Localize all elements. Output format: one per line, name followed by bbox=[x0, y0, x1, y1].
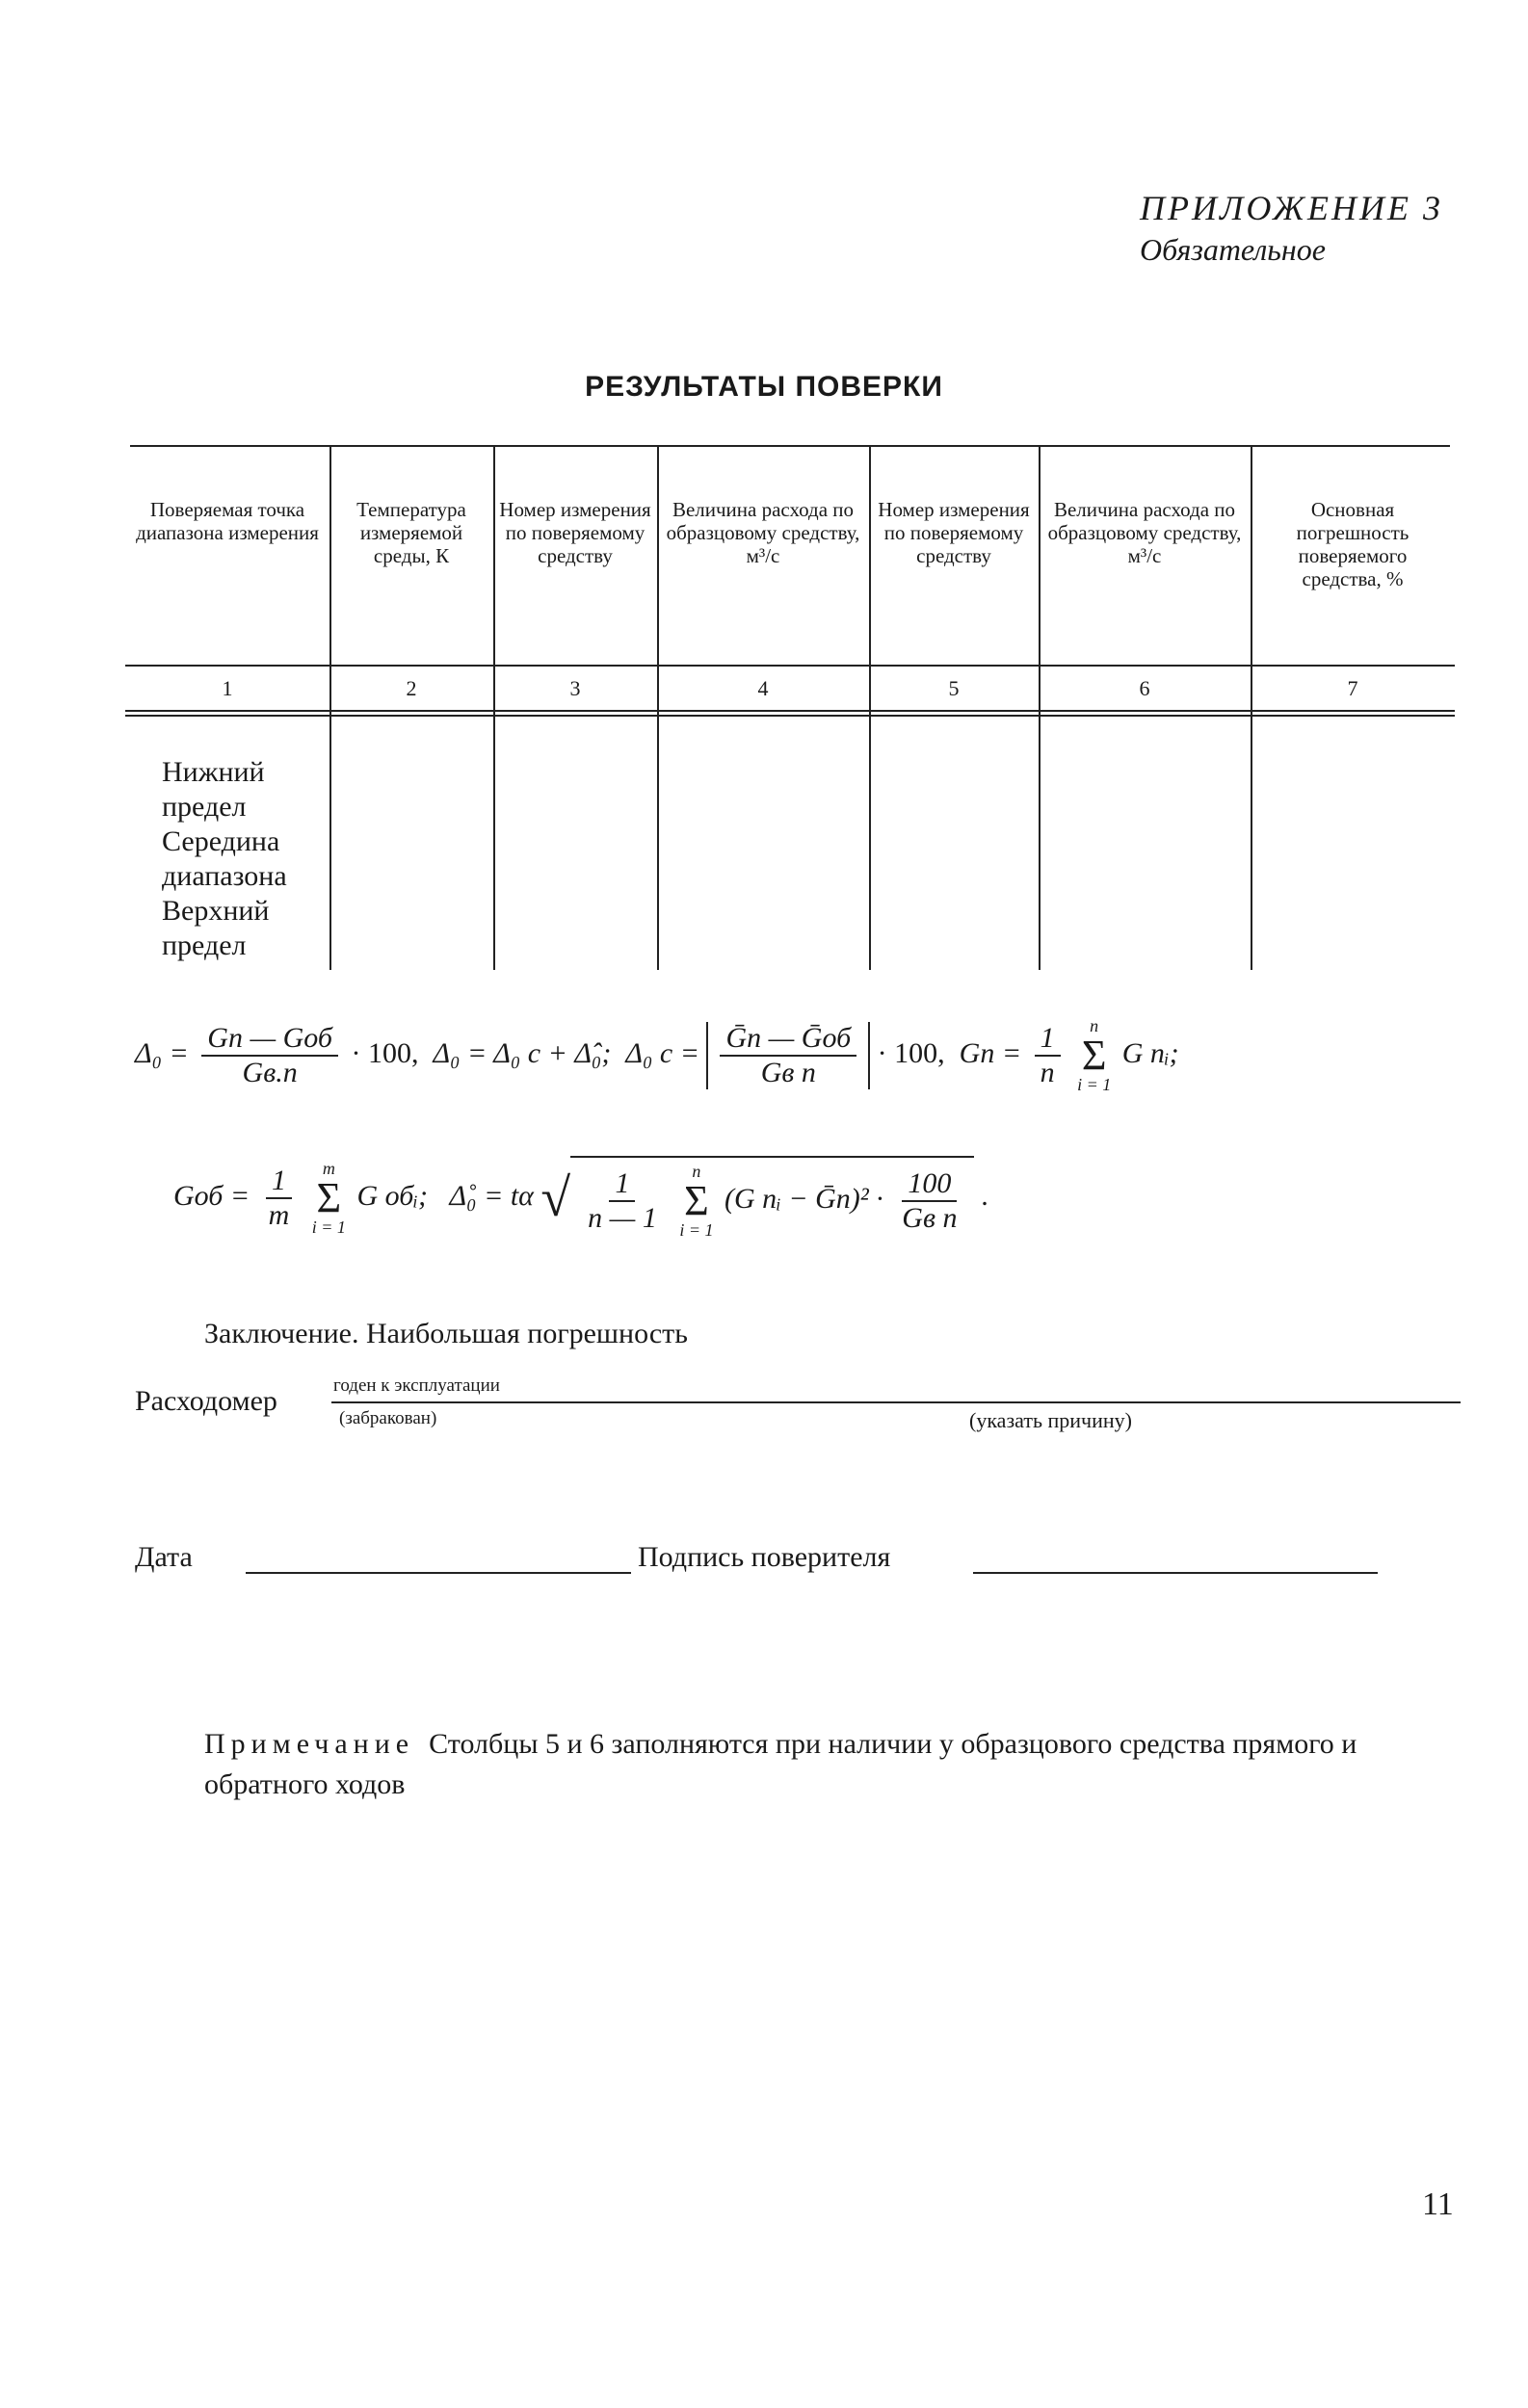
fraction-numerator: 1 bbox=[1035, 1022, 1061, 1057]
row-label-text: Верхний предел bbox=[162, 895, 270, 961]
formula-inner-term: (G nᵢ − Ḡп)² · bbox=[724, 1182, 883, 1215]
formula-fraction bbox=[1035, 1022, 1061, 1089]
formula-term: G nᵢ; bbox=[1121, 1036, 1179, 1069]
date-label: Дата bbox=[135, 1541, 193, 1573]
header-col-6: Величина расхода по образцовому средству, м³/с bbox=[1047, 498, 1242, 568]
col-number-2: 2 bbox=[406, 676, 417, 700]
signature-label: Подпись поверителя bbox=[638, 1541, 891, 1573]
header-col-2: Температура измеряемой среды, К bbox=[356, 498, 466, 568]
fraction-numerator: 1 bbox=[609, 1167, 635, 1202]
row-label-text: Нижний предел bbox=[162, 756, 265, 823]
fraction-numerator: Gп — Gоб bbox=[201, 1022, 338, 1057]
sum-upper-limit: n bbox=[692, 1162, 701, 1181]
sigma-icon: m Σ i = 1 bbox=[311, 1159, 346, 1237]
rashodomer-label: Расходомер bbox=[135, 1385, 277, 1417]
appendix-heading bbox=[1140, 188, 1443, 268]
page-number: 11 bbox=[1422, 2186, 1454, 2222]
col-number-1: 1 bbox=[222, 676, 233, 700]
formula-d0c: Δ₀ с = bbox=[625, 1036, 699, 1069]
appendix-subtitle: Обязательное bbox=[1140, 232, 1326, 267]
row-label-upper bbox=[125, 894, 328, 963]
formula-fraction bbox=[582, 1167, 663, 1235]
fraction-numerator: 100 bbox=[902, 1167, 957, 1202]
col-number-7: 7 bbox=[1347, 676, 1358, 700]
radical-icon: √ bbox=[540, 1168, 571, 1228]
formula-line-2 bbox=[173, 1156, 988, 1241]
formula-term: G обᵢ; bbox=[356, 1179, 429, 1212]
formula-mult: · 100, bbox=[351, 1036, 419, 1069]
header-col-1: Поверяемая точка диапазона измерения bbox=[136, 498, 319, 545]
row-labels bbox=[125, 755, 328, 963]
fraction-denominator: Gв п bbox=[760, 1057, 816, 1088]
note-text: Столбцы 5 и 6 заполняются при наличии у образцового средства прямого и обратного ходов bbox=[204, 1728, 1357, 1800]
fraction-numerator: 1 bbox=[266, 1165, 292, 1199]
col-number-3: 3 bbox=[569, 676, 581, 700]
header-col-4: Величина расхода по образцовому средству, м³/с bbox=[666, 498, 860, 568]
table-number-rule bbox=[125, 710, 1455, 712]
col-number-6: 6 bbox=[1139, 676, 1150, 700]
header-col-5: Номер измерения по поверяемому средству bbox=[878, 498, 1030, 568]
conclusion-text: Заключение. Наибольшая погрешность bbox=[204, 1318, 688, 1349]
sigma-icon: n Σ i = 1 bbox=[1077, 1016, 1112, 1094]
rashodomer-option-rejected: (забракован) bbox=[339, 1408, 437, 1428]
fraction-denominator: n bbox=[1040, 1057, 1055, 1088]
fraction-numerator: Ḡп — Ḡоб bbox=[720, 1022, 856, 1057]
sum-lower-limit: i = 1 bbox=[311, 1217, 346, 1237]
row-label-lower bbox=[125, 755, 328, 824]
formula-mult: · 100, bbox=[877, 1036, 945, 1069]
page-title: РЕЗУЛЬТАТЫ ПОВЕРКИ bbox=[585, 371, 943, 403]
fraction-denominator: m bbox=[268, 1199, 290, 1231]
col-number-5: 5 bbox=[948, 676, 960, 700]
formula-gp: Gп = bbox=[959, 1036, 1022, 1069]
formula-line-1 bbox=[135, 1016, 1179, 1095]
formula-d0-random: Δ̊₀ = tα bbox=[449, 1179, 534, 1212]
fraction-denominator: n — 1 bbox=[588, 1202, 657, 1234]
formula-fraction bbox=[720, 1022, 856, 1089]
formula-d0-sum: Δ₀ = Δ₀ с + Δ̂₀; bbox=[433, 1036, 612, 1069]
sigma-icon: n Σ i = 1 bbox=[679, 1162, 714, 1240]
col-number-4: 4 bbox=[757, 676, 769, 700]
date-field[interactable] bbox=[246, 1572, 631, 1574]
row-label-text: Середина диапазона bbox=[162, 825, 287, 892]
table-number-rule-double bbox=[125, 715, 1455, 717]
header-col-3: Номер измерения по поверяемому средству bbox=[499, 498, 651, 568]
footnote bbox=[204, 1724, 1466, 1805]
formula-fraction bbox=[263, 1165, 296, 1232]
formula-abs-value bbox=[706, 1022, 870, 1089]
results-table bbox=[125, 445, 1455, 970]
formula-fraction bbox=[201, 1022, 338, 1089]
sum-upper-limit: n bbox=[1090, 1016, 1099, 1035]
rashodomer-reason-hint: (указать причину) bbox=[969, 1408, 1132, 1432]
formula-end: . bbox=[981, 1179, 989, 1212]
row-label-middle bbox=[125, 824, 328, 894]
fraction-denominator: Gв п bbox=[902, 1202, 958, 1234]
formula-gob: Gоб = bbox=[173, 1179, 250, 1212]
note-lead: Примечание bbox=[204, 1728, 415, 1760]
rashodomer-option-fit: годен к эксплуатации bbox=[333, 1375, 500, 1396]
header-col-7: Основная погрешность поверяемого средства, % bbox=[1296, 498, 1409, 591]
rashodomer-fill-line[interactable] bbox=[331, 1401, 1461, 1403]
appendix-title: ПРИЛОЖЕНИЕ 3 bbox=[1140, 189, 1443, 227]
fraction-denominator: Gв.п bbox=[242, 1057, 298, 1088]
formula-d0: Δ₀ = bbox=[135, 1036, 189, 1069]
sum-lower-limit: i = 1 bbox=[679, 1220, 714, 1240]
signature-field[interactable] bbox=[973, 1572, 1378, 1574]
formula-sqrt bbox=[570, 1156, 974, 1241]
table-header-rule bbox=[125, 665, 1455, 667]
sum-lower-limit: i = 1 bbox=[1077, 1075, 1112, 1094]
sum-upper-limit: m bbox=[322, 1159, 335, 1178]
formula-fraction bbox=[896, 1167, 962, 1235]
